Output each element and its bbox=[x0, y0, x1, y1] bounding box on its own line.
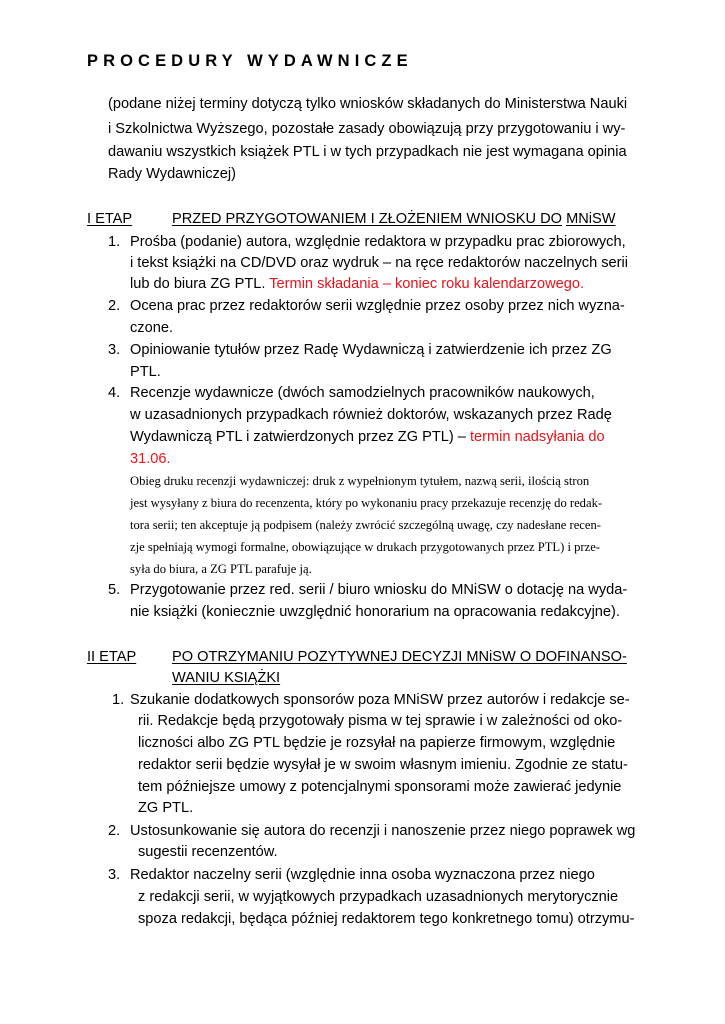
note-line: syła do biura, a ZG PTL parafuje ją. bbox=[130, 562, 312, 576]
list-item-line: liczności albo ZG PTL będzie je rozsyłał na papierze firmowym, względnie bbox=[138, 735, 616, 751]
list-item-line: w uzasadnionych przypadkach również doktorów, wskazanych przez Radę bbox=[130, 407, 612, 423]
intro-line: dawaniu wszystkich książek PTL i w tych przypadkach nie jest wymagana opinia bbox=[108, 144, 627, 160]
list-item-line: spoza redakcji, będąca później redaktorem tego konkretnego tomu) otrzymu- bbox=[138, 911, 635, 927]
list-number: 1. bbox=[112, 692, 125, 708]
list-item-line: Ustosunkowanie się autora do recenzji i nanoszenie przez niego poprawek wg bbox=[130, 823, 636, 839]
list-item-line: i tekst książki na CD/DVD oraz wydruk – na ręce redaktorów naczelnych serii bbox=[130, 255, 628, 271]
list-number: 3. bbox=[108, 867, 121, 883]
stage-1-heading-do: DO bbox=[540, 211, 562, 227]
deadline-text: Termin składania – koniec roku kalendarzowego. bbox=[269, 276, 585, 292]
list-item-line: rii. Redakcje będą przygotowały pisma w tej sprawie i w zależności od oko- bbox=[138, 713, 623, 729]
list-item-line: PTL. bbox=[130, 364, 161, 380]
list-item-line: z redakcji serii, w wyjątkowych przypadkach uzasadnionych merytorycznie bbox=[138, 889, 619, 905]
list-number: 4. bbox=[108, 385, 121, 401]
note-line: Obieg druku recenzji wydawniczej: druk z wypełnionym tytułem, nazwą serii, ilością stron bbox=[130, 474, 590, 488]
list-item-line: Prośba (podanie) autora, względnie redaktora w przypadku prac zbiorowych, bbox=[130, 234, 626, 250]
stage-1-label: I ETAP bbox=[87, 211, 133, 227]
note-line: tora serii; ten akceptuje ją podpisem (należy zwrócić szczególną uwagę, czy nadesłane recen- bbox=[130, 518, 601, 532]
list-number: 5. bbox=[108, 582, 121, 598]
stage-1-heading bbox=[172, 212, 616, 227]
list-item-text: Wydawniczą PTL i zatwierdzonych przez ZG PTL) – bbox=[130, 429, 470, 445]
list-number: 2. bbox=[108, 823, 121, 839]
page-title: PROCEDURY WYDAWNICZE bbox=[87, 52, 413, 70]
stage-1-heading-text: PRZED PRZYGOTOWANIEM I ZŁOŻENIEM WNIOSKU bbox=[172, 211, 541, 227]
list-number: 3. bbox=[108, 342, 121, 358]
list-item-line: Szukanie dodatkowych sponsorów poza MNiSW przez autorów i redakcje se- bbox=[130, 692, 630, 708]
list-item-line: sugestii recenzentów. bbox=[138, 844, 278, 860]
list-item-text: lub do biura ZG PTL. bbox=[130, 276, 270, 292]
list-item-line bbox=[130, 430, 605, 445]
deadline-text: termin nadsyłania do bbox=[469, 429, 605, 445]
list-item-line: tem późniejsze umowy z potencjalnymi sponsorami może zawierać jedynie bbox=[138, 779, 622, 795]
list-item-line: Redaktor naczelny serii (względnie inna osoba wyznaczona przez niego bbox=[130, 867, 595, 883]
stage-2-heading: PO OTRZYMANIU POZYTYWNEJ DECYZJI MNiSW O DOFINANSO- bbox=[172, 649, 627, 665]
list-item-line: redaktor serii będzie wysyłał je w swoim własnym imieniu. Zgodnie ze statu- bbox=[138, 757, 628, 773]
intro-line: i Szkolnictwa Wyższego, pozostałe zasady obowiązują przy przygotowaniu i wy- bbox=[108, 121, 626, 137]
list-item-line: Recenzje wydawnicze (dwóch samodzielnych pracowników naukowych, bbox=[130, 385, 595, 401]
list-number: 1. bbox=[108, 234, 121, 250]
note-line: jest wysyłany z biura do recenzenta, który po wykonaniu pracy przekazuje recenzję do redak- bbox=[130, 496, 603, 510]
stage-2-label: II ETAP bbox=[87, 649, 137, 665]
deadline-date: 31.06. bbox=[130, 451, 171, 467]
list-item-line: Ocena prac przez redaktorów serii względnie przez osoby przez nich wyzna- bbox=[130, 298, 625, 314]
intro-line: Rady Wydawniczej) bbox=[108, 166, 237, 182]
stage-2-heading: WANIU KSIĄŻKI bbox=[172, 670, 281, 686]
note-line: zje spełniają wymogi formalne, obowiązujące w drukach przygotowanych przez PTL) i prze- bbox=[130, 540, 600, 554]
list-item-line bbox=[130, 277, 584, 292]
stage-1-heading-mnisw: MNiSW bbox=[566, 211, 616, 227]
list-item-line: czone. bbox=[130, 320, 173, 336]
list-item-line: ZG PTL. bbox=[138, 800, 194, 816]
intro-line: (podane niżej terminy dotyczą tylko wniosków składanych do Ministerstwa Nauki bbox=[108, 96, 628, 112]
list-item-line: Przygotowanie przez red. serii / biuro wniosku do MNiSW o dotację na wyda- bbox=[130, 582, 628, 598]
list-item-line: nie książki (koniecznie uwzględnić honorarium na opracowania redakcyjne). bbox=[130, 604, 620, 620]
list-number: 2. bbox=[108, 298, 121, 314]
list-item-line: Opiniowanie tytułów przez Radę Wydawniczą i zatwierdzenie ich przez ZG bbox=[130, 342, 612, 358]
